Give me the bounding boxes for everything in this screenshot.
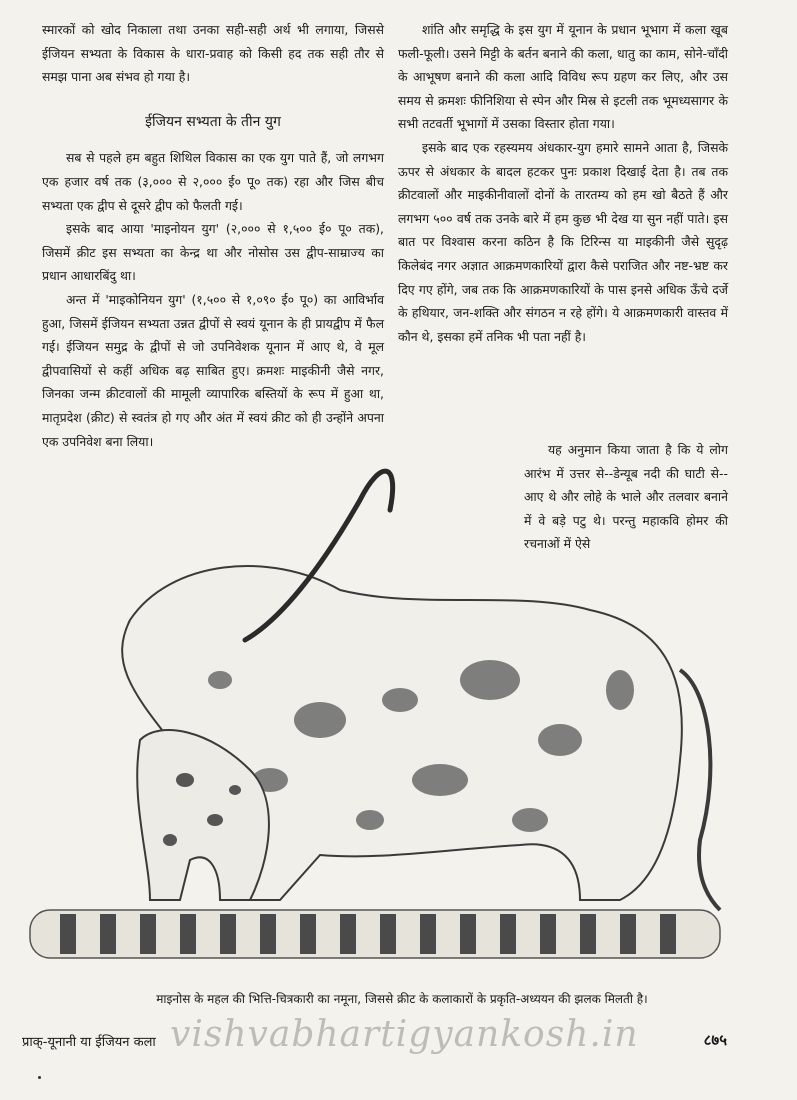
bull-fresco-figure (20, 440, 740, 980)
paragraph-invaders: यह अनुमान किया जाता है कि ये लोग आरंभ में उत्तर से--डेन्यूब नदी की घाटी से--आए थे और लोहे के भाले और तलवार बनाने में वे बड़े पटु थे। परन्तु महाकवि होमर की रचनाओं में ऐसे (524, 442, 728, 552)
paragraph-minoan-age: इसके बाद आया 'माइनोयन युग' (२,००० से १,५०० ई० पू० तक), जिसमें क्रीट इस सभ्यता का केन्द्र था और नोसोस उस द्वीप-साम्राज्य का प्रधान आधारबिंदु था। (42, 221, 384, 284)
paragraph-art-flourish: शांति और समृद्धि के इस युग में यूनान के प्रधान भूभाग में कला खूब फली-फूली। उसने मिट्टी के बर्तन बनाने की कला, धातु का काम, सोने-चाँदी के आभूषण बनाने की कला आदि विविध रूप ग्रहण कर लिए, और उस समय से क्रमशः फीनिशिया से स्पेन और मिस्र से इटली तक भूमध्यसागर के सभी तटवर्ती भूभागों में उसका विस्तार होता गया। (398, 22, 728, 132)
site-watermark: vishvabhartigyankosh.in (170, 1014, 639, 1055)
figure-caption: माइनोस के महल की भित्ति-चित्रकारी का नमूना, जिससे क्रीट के कलाकारों के प्रकृति-अध्ययन की झलक मिलती है। (156, 992, 648, 1006)
section-heading: ईजियन सभ्यता के तीन युग (145, 113, 281, 130)
left-column (42, 18, 384, 453)
intro-paragraph: स्मारकों को खोद निकाला तथा उनका सही-सही अर्थ भी लगाया, जिससे ईजियन सभ्यता के विकास के धारा-प्रवाह को किसी हद तक सही तौर से समझ पाना अब संभव हो गया है। (42, 22, 384, 85)
right-column (398, 18, 728, 348)
running-footer-title: प्राक्-यूनानी या ईजियन कला (22, 1035, 156, 1050)
page-number: ८७५ (703, 1031, 727, 1049)
paragraph-first-age: सब से पहले हम बहुत शिथिल विकास का एक युग पाते हैं, जो लगभग एक हजार वर्ष तक (३,००० से २,००० ई० पू० तक) रहा और जिस बीच सभ्यता एक द्वीप से दूसरे द्वीप को फैलती गई। (42, 150, 384, 213)
striped-base (30, 910, 720, 958)
stray-dot (38, 1076, 41, 1079)
paragraph-mycenaean-age: अन्त में 'माइकोनियन युग' (१,५०० से १,०९० ई० पू०) का आविर्भाव हुआ, जिसमें ईजियन सभ्यता उन्नत द्वीपों से स्वयं यूनान के ही प्रायद्वीप में फैल गई। ईजियन समुद्र के द्वीपों से जो उपनिवेशक यूनान में आए थे, वे मूल द्वीपवासियों से कहीं अधिक बढ़ साबित हुए। क्रमशः माइकीनी जैसे नगर, जिनका जन्म क्रीटवालों की मामूली व्यापारिक बस्तियों के रूप में हुआ था, मातृप्रदेश (क्रीट) से स्वतंत्र हो गए और अंत में स्वयं क्रीट को ही उन्होंने अपना एक उपनिवेश बना लिया। (42, 291, 384, 449)
paragraph-dark-age: इसके बाद एक रहस्यमय अंधकार-युग हमारे सामने आता है, जिसके ऊपर से अंधकार के बादल हटकर पुनः प्रकाश दिखाई देता है। तब तक क्रीटवालों और माइकीनीवालों दोनों के तारतम्य को हम खो बैठते हैं और लगभग ५०० वर्ष तक उनके बारे में हम कुछ भी देख या सुन नहीं पाते। इस बात पर विश्वास करना कठिन है कि टिरिन्स या माइकीनी जैसे सुदृढ़ किलेबंद नगर अज्ञात आक्रमणकारियों द्वारा कैसे पराजित और नष्ट-भ्रष्ट कर दिए गए होंगे, जब तक कि आक्रमणकारियों के पास इनसे अधिक ऊँचे दर्जे के हथियार, जन-शक्ति और संगठन न रहे होंगे। ये आक्रमणकारी वास्तव में कौन थे, इसका हमें तनिक भी पता नहीं है। (398, 139, 728, 344)
